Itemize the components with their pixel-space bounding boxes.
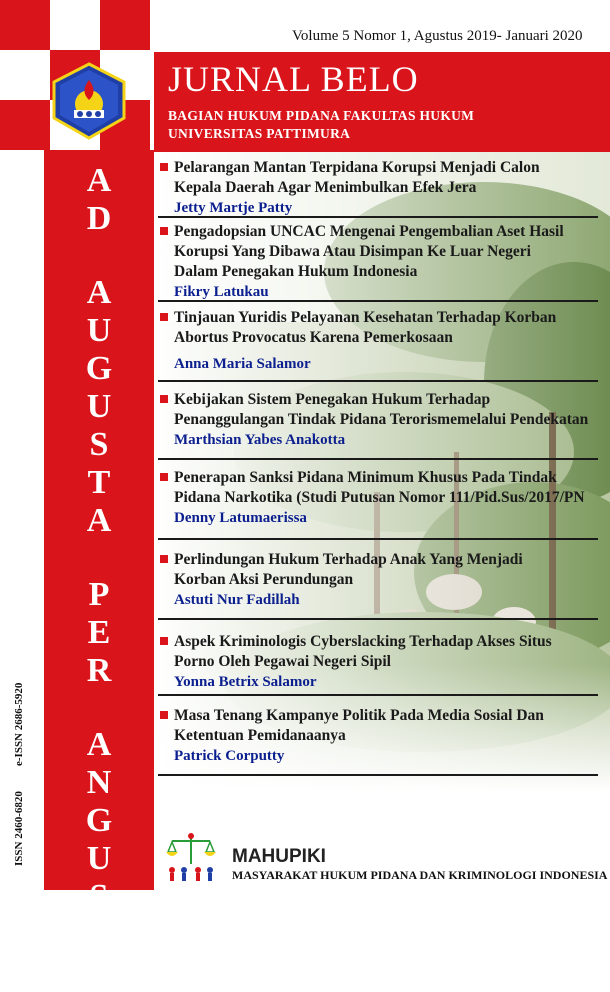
motto-letter: A [86, 274, 112, 311]
publisher-full-name: MASYARAKAT HUKUM PIDANA DAN KRIMINOLOGI INDONESIA [232, 868, 608, 882]
motto-letter: T [87, 464, 111, 501]
article-title-line: Pelarangan Mantan Terpidana Korupsi Menjadi Calon [174, 159, 540, 176]
bullet-icon [160, 473, 168, 481]
motto-word-augusta [44, 274, 154, 540]
motto-letter: A [86, 162, 112, 199]
article-title-line: Korupsi Yang Dibawa Atau Disimpan Ke Luar Negeri [174, 243, 531, 260]
article-title-line: Ketentuan Pemidanaanya [174, 727, 346, 744]
article-4[interactable] [158, 390, 610, 450]
publisher-name: MAHUPIKI [232, 846, 326, 867]
divider [158, 538, 598, 540]
motto-letter: A [86, 726, 112, 763]
article-title-line: Masa Tenang Kampanye Politik Pada Media Sosial Dan [174, 707, 544, 724]
motto-letter: G [85, 802, 113, 839]
motto-letter: S [89, 426, 109, 463]
motto-letter: G [85, 350, 113, 387]
article-author: Denny Latumaerissa [174, 510, 307, 526]
article-title-line: Penerapan Sanksi Pidana Minimum Khusus Pada Tindak [174, 469, 557, 486]
divider [158, 380, 598, 382]
divider [158, 618, 598, 620]
bullet-icon [160, 163, 168, 171]
bullet-icon [160, 395, 168, 403]
article-6[interactable] [158, 550, 610, 610]
motto-letter: U [86, 312, 112, 349]
article-title-line: Kepala Daerah Agar Menimbulkan Efek Jera [174, 179, 477, 196]
volume-info: Volume 5 Nomor 1, Agustus 2019- Januari 2020 [292, 28, 583, 44]
motto-letter: S [89, 878, 109, 915]
motto-letter: E [87, 614, 111, 651]
issn-online: e-ISSN 2686-5920 [13, 682, 25, 766]
motto-letter: P [88, 576, 110, 613]
motto-letter: A [86, 954, 112, 991]
divider [158, 458, 598, 460]
article-3[interactable] [158, 308, 610, 374]
divider [158, 300, 598, 302]
article-7[interactable] [158, 632, 610, 692]
article-author: Fikry Latukau [174, 284, 269, 300]
article-author: Jetty Martje Patty [174, 200, 293, 216]
article-author: Astuti Nur Fadillah [174, 592, 300, 608]
article-1[interactable] [158, 158, 610, 218]
article-title-line: Abortus Provocatus Karena Pemerkosaan [174, 329, 453, 346]
pattimura-emblem-icon [50, 62, 128, 140]
divider [158, 694, 598, 696]
motto-letter: U [86, 388, 112, 425]
article-title-line: Porno Oleh Pegawai Negeri Sipil [174, 653, 391, 670]
motto-letter: U [86, 840, 112, 877]
article-author: Anna Maria Salamor [174, 356, 311, 372]
article-title-line: Pidana Narkotika (Studi Putusan Nomor 111/Pid.Sus/2017/PN [174, 489, 585, 506]
divider [158, 774, 598, 776]
article-title-line: Korban Aksi Perundungan [174, 571, 354, 588]
article-author: Marthsian Yabes Anakotta [174, 432, 346, 448]
article-author: Yonna Betrix Salamor [174, 674, 317, 690]
article-title-line: Pengadopsian UNCAC Mengenai Pengembalian Aset Hasil [174, 223, 564, 240]
article-title-line: Penanggulangan Tindak Pidana Terorismemelalui Pendekatan [174, 411, 589, 428]
bullet-icon [160, 711, 168, 719]
journal-title: JURNAL BELO [168, 59, 419, 99]
journal-subtitle-line2: UNIVERSITAS PATTIMURA [168, 126, 351, 141]
article-8[interactable] [158, 706, 610, 766]
bullet-icon [160, 313, 168, 321]
motto-letter: A [86, 502, 112, 539]
motto-letter: N [86, 764, 112, 801]
article-5[interactable] [158, 468, 610, 528]
motto-word-angusta [44, 726, 154, 992]
issn-print: ISSN 2460-6820 [13, 791, 25, 866]
divider [158, 216, 598, 218]
article-title-line: Kebijakan Sistem Penegakan Hukum Terhadap [174, 391, 491, 408]
article-author: Patrick Corputty [174, 748, 285, 764]
article-title-line: Dalam Penegakan Hukum Indonesia [174, 263, 418, 280]
motto-letter: T [87, 916, 111, 953]
article-title-line: Tinjauan Yuridis Pelayanan Kesehatan Terhadap Korban [174, 309, 557, 326]
motto-letter: D [86, 200, 112, 237]
bullet-icon [160, 637, 168, 645]
motto-word-ad [44, 162, 154, 238]
motto-vertical [44, 162, 154, 992]
mahupiki-scales-icon [162, 832, 220, 884]
article-title-line: Aspek Kriminologis Cyberslacking Terhadap Akses Situs [174, 633, 552, 650]
motto-letter: R [86, 652, 112, 689]
bullet-icon [160, 227, 168, 235]
article-title-line: Perlindungan Hukum Terhadap Anak Yang Menjadi [174, 551, 523, 568]
bullet-icon [160, 555, 168, 563]
journal-subtitle-line1: BAGIAN HUKUM PIDANA FAKULTAS HUKUM [168, 108, 475, 123]
motto-word-per [44, 576, 154, 690]
article-2[interactable] [158, 222, 610, 302]
